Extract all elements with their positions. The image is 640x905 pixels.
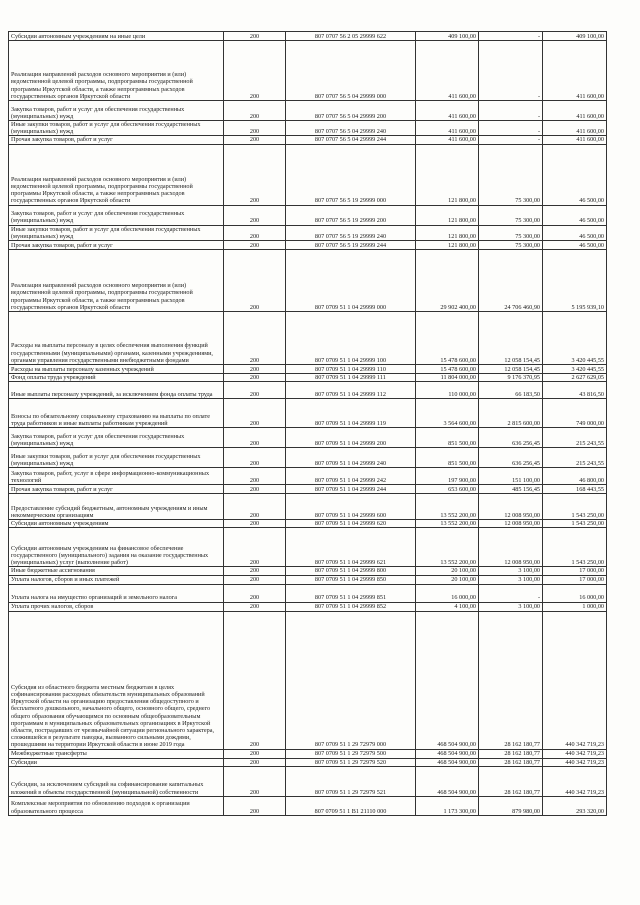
line-code-cell: 200 — [224, 32, 286, 41]
budget-classification-code-cell: 807 0709 51 1 04 29999 242 — [286, 468, 416, 485]
executed-amount-cell: 12 008 950,00 — [479, 494, 543, 520]
table-row — [9, 575, 607, 584]
budget-execution-table — [8, 31, 607, 816]
expense-name-cell: Реализация направлений расходов основного мероприятия и (или) ведомственной целевой программы, подпрограммы государственной программы Иркутской области, а также непрограммных расходов государственных органов Иркутской области — [9, 250, 224, 312]
unexecuted-amount-cell: 17 000,00 — [543, 575, 607, 584]
budget-classification-code-cell: 807 0709 51 1 04 29999 620 — [286, 520, 416, 528]
unexecuted-amount-cell: 215 243,55 — [543, 448, 607, 468]
unexecuted-amount-cell: 411 600,00 — [543, 136, 607, 144]
unexecuted-amount-cell: 168 443,55 — [543, 485, 607, 494]
budget-classification-code-cell: 807 0709 51 1 04 29999 110 — [286, 365, 416, 374]
budget-classification-code-cell: 807 0709 51 1 04 29999 850 — [286, 575, 416, 584]
expense-name-cell: Иные выплаты персоналу учреждений, за исключением фонда оплаты труда — [9, 382, 224, 399]
approved-amount-cell: 653 600,00 — [416, 485, 479, 494]
budget-classification-code-cell: 807 0707 56 5 19 29999 240 — [286, 225, 416, 240]
budget-classification-code-cell: 807 0709 51 1 04 29999 200 — [286, 428, 416, 448]
line-code-cell: 200 — [224, 121, 286, 136]
line-code-cell: 200 — [224, 749, 286, 758]
approved-amount-cell: 3 564 600,00 — [416, 399, 479, 428]
line-code-cell: 200 — [224, 520, 286, 528]
unexecuted-amount-cell: 1 543 250,00 — [543, 528, 607, 567]
budget-classification-code-cell: 807 0709 51 1 29 72979 520 — [286, 758, 416, 766]
expense-name-cell: Субсидии автономным учреждениям — [9, 520, 224, 528]
table-row — [9, 225, 607, 240]
executed-amount-cell: 636 256,45 — [479, 448, 543, 468]
budget-classification-code-cell: 807 0709 51 1 04 29999 621 — [286, 528, 416, 567]
line-code-cell: 200 — [224, 567, 286, 575]
line-code-cell: 200 — [224, 468, 286, 485]
executed-amount-cell: - — [479, 41, 543, 101]
line-code-cell: 200 — [224, 758, 286, 766]
executed-amount-cell: 75 300,00 — [479, 205, 543, 225]
line-code-cell: 200 — [224, 611, 286, 749]
line-code-cell: 200 — [224, 448, 286, 468]
line-code-cell: 200 — [224, 766, 286, 796]
line-code-cell: 200 — [224, 494, 286, 520]
unexecuted-amount-cell: 46 800,00 — [543, 468, 607, 485]
budget-classification-code-cell: 807 0709 51 1 04 29999 100 — [286, 312, 416, 365]
table-row — [9, 101, 607, 121]
approved-amount-cell: 411 600,00 — [416, 121, 479, 136]
budget-classification-code-cell: 807 0709 51 1 29 72979 521 — [286, 766, 416, 796]
executed-amount-cell: 151 100,00 — [479, 468, 543, 485]
expense-name-cell: Прочая закупка товаров, работ и услуг — [9, 241, 224, 250]
expense-name-cell: Закупка товаров, работ и услуг для обеспечения государственных (муниципальных) нужд — [9, 101, 224, 121]
executed-amount-cell: 12 008 950,00 — [479, 528, 543, 567]
table-row — [9, 584, 607, 602]
line-code-cell: 200 — [224, 365, 286, 374]
budget-classification-code-cell: 807 0709 51 1 29 72979 500 — [286, 749, 416, 758]
approved-amount-cell: 121 800,00 — [416, 205, 479, 225]
table-row — [9, 374, 607, 382]
line-code-cell: 200 — [224, 796, 286, 815]
executed-amount-cell: 28 162 180,77 — [479, 611, 543, 749]
table-row — [9, 567, 607, 575]
approved-amount-cell: 20 100,00 — [416, 575, 479, 584]
line-code-cell: 200 — [224, 136, 286, 144]
expense-name-cell: Иные бюджетные ассигнования — [9, 567, 224, 575]
table-row — [9, 144, 607, 205]
line-code-cell: 200 — [224, 250, 286, 312]
budget-classification-code-cell: 807 0709 51 1 04 29999 240 — [286, 448, 416, 468]
approved-amount-cell: 409 100,00 — [416, 32, 479, 41]
unexecuted-amount-cell: 411 600,00 — [543, 41, 607, 101]
approved-amount-cell: 468 504 900,00 — [416, 758, 479, 766]
table-row — [9, 611, 607, 749]
approved-amount-cell: 15 478 600,00 — [416, 365, 479, 374]
expense-name-cell: Прочая закупка товаров, работ и услуг — [9, 136, 224, 144]
approved-amount-cell: 851 500,00 — [416, 428, 479, 448]
executed-amount-cell: 12 058 154,45 — [479, 312, 543, 365]
executed-amount-cell: 28 162 180,77 — [479, 766, 543, 796]
expense-name-cell: Субсидии автономным учреждениям на финансовое обеспечение государственного (муниципального) задания на оказание государственных (муниципальных) услуг (выполнение работ) — [9, 528, 224, 567]
table-row — [9, 749, 607, 758]
approved-amount-cell: 1 173 300,00 — [416, 796, 479, 815]
approved-amount-cell: 15 478 600,00 — [416, 312, 479, 365]
executed-amount-cell: - — [479, 121, 543, 136]
line-code-cell: 200 — [224, 584, 286, 602]
approved-amount-cell: 411 600,00 — [416, 101, 479, 121]
line-code-cell: 200 — [224, 485, 286, 494]
budget-classification-code-cell: 807 0709 51 1 04 29999 112 — [286, 382, 416, 399]
unexecuted-amount-cell: 1 543 250,00 — [543, 520, 607, 528]
budget-classification-code-cell: 807 0707 56 2 05 29999 622 — [286, 32, 416, 41]
table-row — [9, 241, 607, 250]
executed-amount-cell: 12 058 154,45 — [479, 365, 543, 374]
executed-amount-cell: 75 300,00 — [479, 144, 543, 205]
expense-name-cell: Закупка товаров, работ, услуг в сфере информационно-коммуникационных технологий — [9, 468, 224, 485]
approved-amount-cell: 851 500,00 — [416, 448, 479, 468]
budget-classification-code-cell: 807 0709 51 1 04 29999 111 — [286, 374, 416, 382]
line-code-cell: 200 — [224, 41, 286, 101]
unexecuted-amount-cell: 440 342 719,23 — [543, 749, 607, 758]
expense-name-cell: Иные закупки товаров, работ и услуг для обеспечения государственных (муниципальных) нужд — [9, 448, 224, 468]
expense-name-cell: Реализация направлений расходов основного мероприятия и (или) ведомственной целевой программы, подпрограммы государственной программы Иркутской области, а также непрограммных расходов государственных органов Иркутской области — [9, 41, 224, 101]
table-row — [9, 250, 607, 312]
budget-classification-code-cell: 807 0709 51 1 04 29999 800 — [286, 567, 416, 575]
executed-amount-cell: 28 162 180,77 — [479, 758, 543, 766]
executed-amount-cell: 24 706 460,90 — [479, 250, 543, 312]
unexecuted-amount-cell: 46 500,00 — [543, 225, 607, 240]
approved-amount-cell: 411 600,00 — [416, 41, 479, 101]
approved-amount-cell: 16 000,00 — [416, 584, 479, 602]
line-code-cell: 200 — [224, 399, 286, 428]
executed-amount-cell: - — [479, 32, 543, 41]
approved-amount-cell: 13 552 200,00 — [416, 520, 479, 528]
expense-name-cell: Иные закупки товаров, работ и услуг для обеспечения государственных (муниципальных) нужд — [9, 225, 224, 240]
approved-amount-cell: 11 804 000,00 — [416, 374, 479, 382]
expense-name-cell: Расходы на выплаты персоналу казенных учреждений — [9, 365, 224, 374]
expense-name-cell: Субсидии — [9, 758, 224, 766]
budget-classification-code-cell: 807 0707 56 5 04 29999 200 — [286, 101, 416, 121]
expense-name-cell: Закупка товаров, работ и услуг для обеспечения государственных (муниципальных) нужд — [9, 428, 224, 448]
approved-amount-cell: 121 800,00 — [416, 225, 479, 240]
budget-classification-code-cell: 807 0709 51 1 04 29999 852 — [286, 602, 416, 611]
executed-amount-cell: 3 100,00 — [479, 567, 543, 575]
expense-name-cell: Уплата прочих налогов, сборов — [9, 602, 224, 611]
unexecuted-amount-cell: 440 342 719,23 — [543, 611, 607, 749]
executed-amount-cell: - — [479, 101, 543, 121]
unexecuted-amount-cell: 1 543 250,00 — [543, 494, 607, 520]
executed-amount-cell: - — [479, 584, 543, 602]
unexecuted-amount-cell: 3 420 445,55 — [543, 365, 607, 374]
expense-name-cell: Фонд оплаты труда учреждений — [9, 374, 224, 382]
budget-classification-code-cell: 807 0709 51 1 29 72979 000 — [286, 611, 416, 749]
approved-amount-cell: 411 600,00 — [416, 136, 479, 144]
budget-classification-code-cell: 807 0709 51 1 04 29999 851 — [286, 584, 416, 602]
approved-amount-cell: 468 504 900,00 — [416, 766, 479, 796]
table-row — [9, 520, 607, 528]
expense-name-cell: Межбюджетные трансферты — [9, 749, 224, 758]
expense-name-cell: Реализация направлений расходов основного мероприятия и (или) ведомственной целевой программы, подпрограммы государственной программы Иркутской области, а также непрограммных расходов государственных органов Иркутской области — [9, 144, 224, 205]
line-code-cell: 200 — [224, 205, 286, 225]
executed-amount-cell: 3 100,00 — [479, 602, 543, 611]
executed-amount-cell: 485 156,45 — [479, 485, 543, 494]
approved-amount-cell: 468 504 900,00 — [416, 611, 479, 749]
approved-amount-cell: 121 800,00 — [416, 241, 479, 250]
approved-amount-cell: 13 552 200,00 — [416, 494, 479, 520]
expense-name-cell: Расходы на выплаты персоналу в целях обеспечения выполнения функций государственными (муниципальными) органами, казенными учреждениями, органами управления государственными внебюджетными фондами — [9, 312, 224, 365]
budget-classification-code-cell: 807 0707 56 5 19 29999 000 — [286, 144, 416, 205]
line-code-cell: 200 — [224, 144, 286, 205]
table-row — [9, 468, 607, 485]
table-row — [9, 205, 607, 225]
executed-amount-cell: 28 162 180,77 — [479, 749, 543, 758]
table-row — [9, 485, 607, 494]
unexecuted-amount-cell: 409 100,00 — [543, 32, 607, 41]
expense-name-cell: Уплата налога на имущество организаций и земельного налога — [9, 584, 224, 602]
budget-classification-code-cell: 807 0709 51 1 В1 21110 000 — [286, 796, 416, 815]
budget-classification-code-cell: 807 0707 56 5 04 29999 244 — [286, 136, 416, 144]
line-code-cell: 200 — [224, 374, 286, 382]
executed-amount-cell: 2 815 600,00 — [479, 399, 543, 428]
line-code-cell: 200 — [224, 602, 286, 611]
unexecuted-amount-cell: 411 600,00 — [543, 121, 607, 136]
line-code-cell: 200 — [224, 382, 286, 399]
table-row — [9, 494, 607, 520]
approved-amount-cell: 20 100,00 — [416, 567, 479, 575]
unexecuted-amount-cell: 46 500,00 — [543, 144, 607, 205]
unexecuted-amount-cell: 17 000,00 — [543, 567, 607, 575]
unexecuted-amount-cell: 293 320,00 — [543, 796, 607, 815]
budget-classification-code-cell: 807 0709 51 1 04 29999 600 — [286, 494, 416, 520]
executed-amount-cell: 879 980,00 — [479, 796, 543, 815]
unexecuted-amount-cell: 3 420 445,55 — [543, 312, 607, 365]
unexecuted-amount-cell: 411 600,00 — [543, 101, 607, 121]
line-code-cell: 200 — [224, 528, 286, 567]
approved-amount-cell: 121 800,00 — [416, 144, 479, 205]
expense-name-cell: Предоставление субсидий бюджетным, автономным учреждениям и иным некоммерческим организациям — [9, 494, 224, 520]
unexecuted-amount-cell: 749 000,00 — [543, 399, 607, 428]
unexecuted-amount-cell: 1 000,00 — [543, 602, 607, 611]
line-code-cell: 200 — [224, 428, 286, 448]
expense-name-cell: Прочая закупка товаров, работ и услуг — [9, 485, 224, 494]
executed-amount-cell: 12 008 950,00 — [479, 520, 543, 528]
executed-amount-cell: 9 176 370,95 — [479, 374, 543, 382]
table-row — [9, 32, 607, 41]
approved-amount-cell: 29 902 400,00 — [416, 250, 479, 312]
executed-amount-cell: - — [479, 136, 543, 144]
unexecuted-amount-cell: 46 500,00 — [543, 205, 607, 225]
table-row — [9, 766, 607, 796]
budget-classification-code-cell: 807 0707 56 5 04 29999 000 — [286, 41, 416, 101]
table-row — [9, 448, 607, 468]
budget-classification-code-cell: 807 0707 56 5 19 29999 244 — [286, 241, 416, 250]
expense-name-cell: Уплата налогов, сборов и иных платежей — [9, 575, 224, 584]
approved-amount-cell: 110 000,00 — [416, 382, 479, 399]
table-row — [9, 399, 607, 428]
expense-name-cell: Субсидия из областного бюджета местным бюджетам в целях софинансирования расходных обязательств муниципальных образований Иркутской области на организацию предоставления общедоступного и бесплатного дошкольного, начального общего, основного общего, среднего общего образования обучающимся по основным общеобразовательным программам в муниципальных образовательных организациях в Иркутской области, пострадавших от чрезвычайной ситуации регионального характера, сложившейся в результате паводка, вызванного сильными дождями, прошедшими на территории Иркутской области в июне 2019 года — [9, 611, 224, 749]
line-code-cell: 200 — [224, 225, 286, 240]
approved-amount-cell: 468 504 900,00 — [416, 749, 479, 758]
approved-amount-cell: 197 900,00 — [416, 468, 479, 485]
table-row — [9, 428, 607, 448]
budget-classification-code-cell: 807 0709 51 1 04 29999 244 — [286, 485, 416, 494]
unexecuted-amount-cell: 5 195 939,10 — [543, 250, 607, 312]
expense-name-cell: Субсидии, за исключением субсидий на софинансирование капитальных вложений в объекты государственной (муниципальной) собственности — [9, 766, 224, 796]
line-code-cell: 200 — [224, 575, 286, 584]
executed-amount-cell: 66 183,50 — [479, 382, 543, 399]
unexecuted-amount-cell: 215 243,55 — [543, 428, 607, 448]
expense-name-cell: Комплексные мероприятия по обновлению подходов к организации образовательного процесса — [9, 796, 224, 815]
expense-name-cell: Иные закупки товаров, работ и услуг для обеспечения государственных (муниципальных) нужд — [9, 121, 224, 136]
table-row — [9, 602, 607, 611]
unexecuted-amount-cell: 440 342 719,23 — [543, 758, 607, 766]
unexecuted-amount-cell: 440 342 719,23 — [543, 766, 607, 796]
line-code-cell: 200 — [224, 101, 286, 121]
line-code-cell: 200 — [224, 312, 286, 365]
unexecuted-amount-cell: 43 816,50 — [543, 382, 607, 399]
approved-amount-cell: 13 552 200,00 — [416, 528, 479, 567]
approved-amount-cell: 4 100,00 — [416, 602, 479, 611]
expense-name-cell: Взносы по обязательному социальному страхованию на выплаты по оплате труда работников и иные выплаты работникам учреждений — [9, 399, 224, 428]
table-row — [9, 758, 607, 766]
table-row — [9, 121, 607, 136]
line-code-cell: 200 — [224, 241, 286, 250]
executed-amount-cell: 75 300,00 — [479, 241, 543, 250]
budget-classification-code-cell: 807 0709 51 1 04 29999 119 — [286, 399, 416, 428]
executed-amount-cell: 636 256,45 — [479, 428, 543, 448]
table-row — [9, 365, 607, 374]
table-row — [9, 136, 607, 144]
table-row — [9, 796, 607, 815]
table-row — [9, 528, 607, 567]
table-row — [9, 41, 607, 101]
budget-classification-code-cell: 807 0707 56 5 19 29999 200 — [286, 205, 416, 225]
unexecuted-amount-cell: 2 627 629,05 — [543, 374, 607, 382]
expense-name-cell: Закупка товаров, работ и услуг для обеспечения государственных (муниципальных) нужд — [9, 205, 224, 225]
unexecuted-amount-cell: 16 000,00 — [543, 584, 607, 602]
executed-amount-cell: 3 100,00 — [479, 575, 543, 584]
table-row — [9, 312, 607, 365]
budget-classification-code-cell: 807 0709 51 1 04 29999 000 — [286, 250, 416, 312]
expense-name-cell: Субсидии автономным учреждениям на иные цели — [9, 32, 224, 41]
unexecuted-amount-cell: 46 500,00 — [543, 241, 607, 250]
table-row — [9, 382, 607, 399]
executed-amount-cell: 75 300,00 — [479, 225, 543, 240]
budget-classification-code-cell: 807 0707 56 5 04 29999 240 — [286, 121, 416, 136]
